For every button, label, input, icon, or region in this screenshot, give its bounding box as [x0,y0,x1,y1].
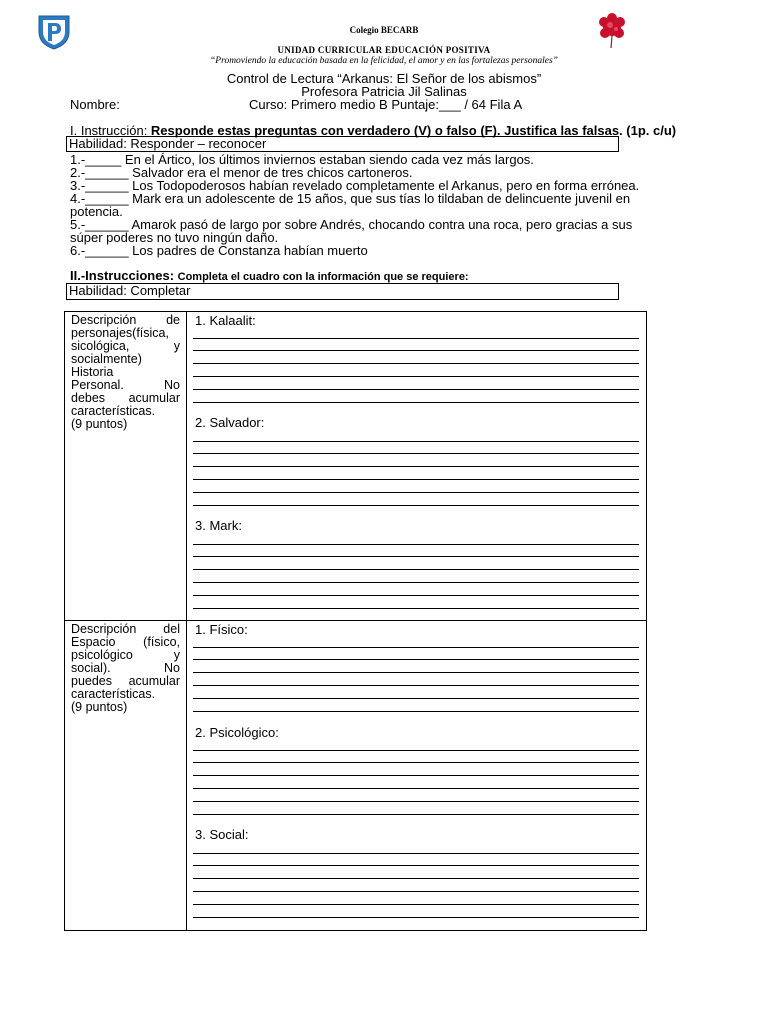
desc-line: Descripción de [71,313,180,327]
column-divider [186,312,187,620]
desc-line: social). No [71,661,180,675]
item-mark-label: 3. Mark: [195,518,242,533]
answer-line[interactable] [193,338,639,339]
answer-line[interactable] [193,685,639,686]
item-salvador-label: 2. Salvador: [195,415,265,430]
section1-instruction: Responde estas preguntas con verdadero (V) o falso (F). Justifica las falsas. (1p. c/u) [150,123,677,138]
question-5: 5.-______ Amarok pasó de largo por sobre Andrés, chocando contra una roca, pero gracias a sus [70,217,633,232]
item-kalaalit-label: 1. Kalaalit: [195,313,256,328]
desc-line: (9 puntos) [71,700,128,714]
answer-line[interactable] [193,647,639,648]
desc-line: sicológica, y [71,339,180,353]
answer-line[interactable] [193,775,639,776]
desc-line: Personal. No [71,378,180,392]
section1-label: I. Instrucción: [70,123,151,138]
desc-line: (9 puntos) [71,417,128,431]
answer-line[interactable] [193,659,639,660]
item-psicologico-label: 2. Psicológico: [195,725,279,740]
school-name: Colegio BECARB [349,25,419,35]
space-row [64,620,647,931]
answer-line[interactable] [193,582,639,583]
answer-line[interactable] [193,569,639,570]
school-motto: “Promoviendo la educación basada en la felicidad, el amor y en las fortalezas personales” [210,56,558,66]
desc-line: personajes(física, [71,326,169,340]
item-social-label: 3. Social: [195,827,249,842]
characters-description [71,314,180,431]
answer-line[interactable] [193,762,639,763]
desc-line: debes acumular [71,391,180,405]
item-fisico-label: 1. Físico: [195,622,248,637]
answer-line[interactable] [193,466,639,467]
answer-line[interactable] [193,441,639,442]
question-1: 1.-_____ En el Ártico, los últimos inviernos estaban siendo cada vez más largos. [70,152,534,167]
section2-skill-box: Habilidad: Completar [66,283,619,300]
answer-line[interactable] [193,904,639,905]
answer-line[interactable] [193,788,639,789]
desc-line: psicológico y [71,648,180,662]
answer-line[interactable] [193,402,639,403]
answer-line[interactable] [193,750,639,751]
answer-line[interactable] [193,698,639,699]
space-description [71,623,180,714]
document-title: Control de Lectura “Arkanus: El Señor de los abismos” [226,71,542,86]
answer-line[interactable] [193,865,639,866]
curricular-unit: UNIDAD CURRICULAR EDUCACIÓN POSITIVA [277,45,491,55]
answer-line[interactable] [193,595,639,596]
section2-label: II.-Instrucciones: [70,268,178,283]
answer-line[interactable] [193,376,639,377]
desc-line: Espacio (físico, [71,635,180,649]
answer-line[interactable] [193,492,639,493]
question-3: 3.-______ Los Todopoderosos habían revelado completamente el Arkanus, pero en forma errónea. [70,178,640,193]
question-4-cont: potencia. [70,204,123,219]
section2-instruction: Completa el cuadro con la información que se requiere: [177,271,469,283]
characters-row [64,311,647,621]
name-label: Nombre: [70,97,120,112]
question-6: 6.-______ Los padres de Constanza habían muerto [70,243,368,258]
question-2: 2.-______ Salvador era el menor de tres chicos cartoneros. [70,165,413,180]
answer-line[interactable] [193,453,639,454]
answer-line[interactable] [193,801,639,802]
answer-line[interactable] [193,878,639,879]
section2-heading [70,268,469,283]
answer-line[interactable] [193,711,639,712]
desc-line: puedes acumular [71,674,180,688]
desc-line: características. [71,404,156,418]
answer-line[interactable] [193,917,639,918]
desc-line: socialmente) [71,352,142,366]
answer-line[interactable] [193,672,639,673]
course-line: Curso: Primero medio B Puntaje:___ / 64 Fila A [249,97,523,112]
answer-line[interactable] [193,853,639,854]
question-5-cont: súper poderes no tuvo ningún daño. [70,230,279,245]
question-4: 4.-______ Mark era un adolescente de 15 años, que sus tías lo tildaban de delincuente juvenil en [70,191,631,206]
answer-line[interactable] [193,479,639,480]
answer-line[interactable] [193,544,639,545]
column-divider [186,621,187,930]
desc-line: Descripción del [71,622,180,636]
answer-line[interactable] [193,363,639,364]
answer-line[interactable] [193,556,639,557]
answer-line[interactable] [193,389,639,390]
answer-line[interactable] [193,608,639,609]
section1-skill-box: Habilidad: Responder – reconocer [66,136,619,152]
answer-line[interactable] [193,505,639,506]
answer-line[interactable] [193,891,639,892]
answer-line[interactable] [193,350,639,351]
answer-line[interactable] [193,814,639,815]
teacher-name: Profesora Patricia Jil Salinas [301,84,467,99]
desc-line: características. [71,687,156,701]
desc-line: Historia [71,365,114,379]
